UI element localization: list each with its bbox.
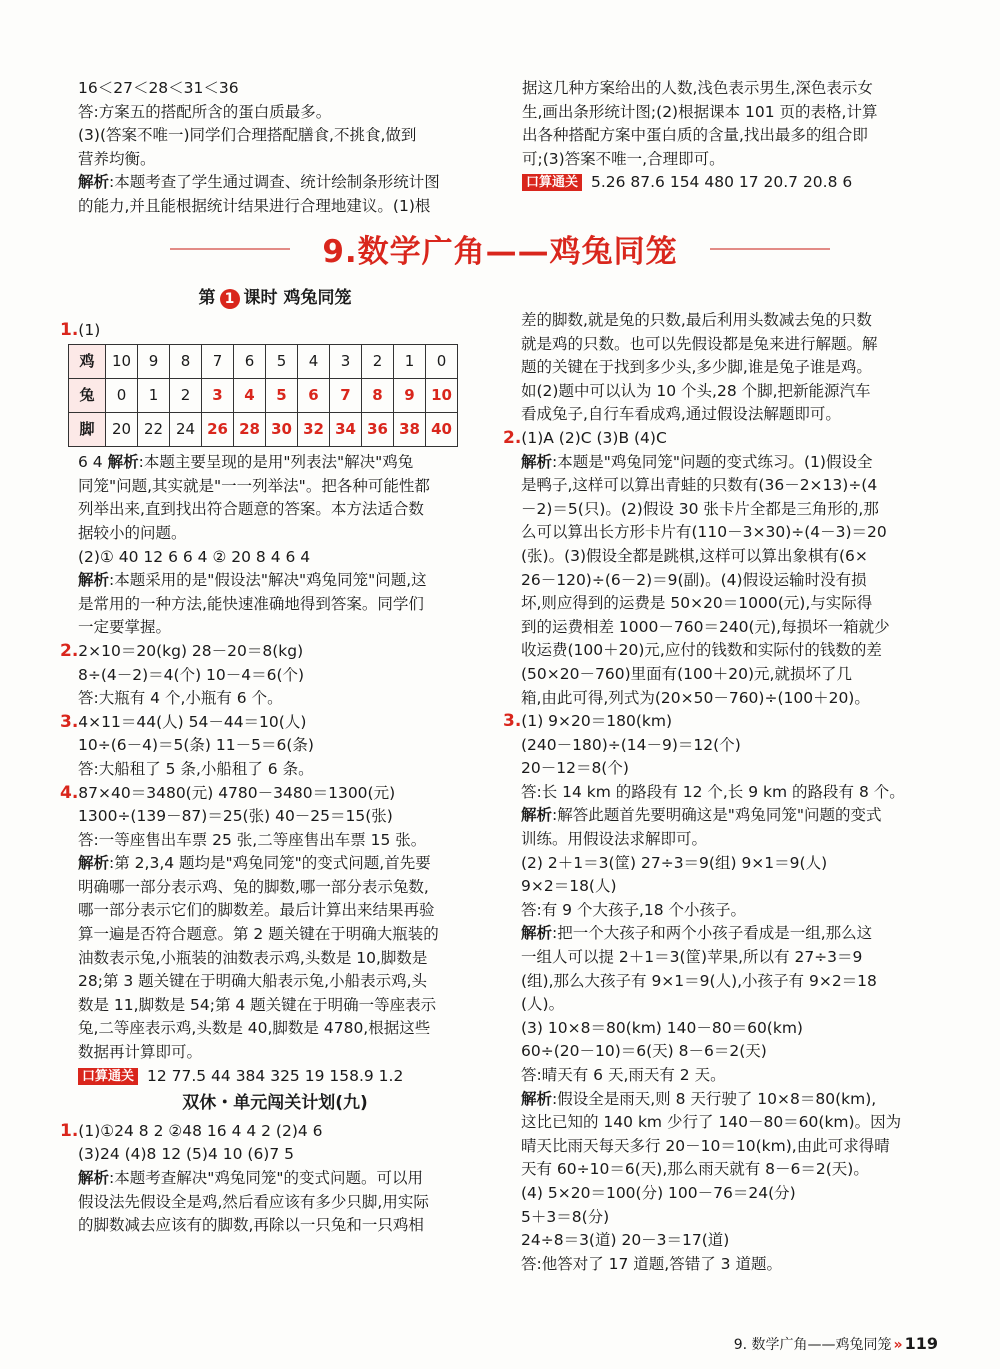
- text-line: 差的脚数,就是兔的只数,最后利用头数减去兔的只数: [521, 311, 872, 329]
- top-left-column: [78, 77, 488, 219]
- analysis-label: 解析: [521, 1089, 553, 1108]
- table-cell: 38: [394, 413, 426, 447]
- text-line: 答:方案五的搭配所含的蛋白质最多。: [78, 102, 332, 121]
- question-number: 4.: [60, 782, 79, 803]
- text-line: 答:长 14 km 的路段有 12 个,长 9 km 的路段有 8 个。: [521, 782, 905, 801]
- text-line: 数据再计算即可。: [78, 1043, 203, 1062]
- text-line: 28;第 3 题关键在于明确大船表示兔,小船表示鸡,头: [78, 972, 428, 991]
- text-line: 答:一等座售出车票 25 张,二等座售出车票 15 张。: [78, 830, 427, 849]
- text-line: 这比已知的 140 km 少行了 140－80＝60(km)。因为: [521, 1113, 902, 1132]
- table-cell: 6: [234, 345, 266, 379]
- text-line: 到的运费相差 1000－760＝240(元),每损坏一箱就少: [521, 617, 890, 636]
- table-cell: 30: [266, 413, 298, 447]
- text-line: (2) 2＋1＝3(筐) 27÷3＝9(组) 9×1＝9(人): [521, 853, 828, 872]
- page-number: 119: [904, 1334, 938, 1353]
- lesson-prefix: 第: [198, 288, 216, 308]
- analysis-label: 解析: [78, 854, 110, 873]
- analysis-label: 解析: [521, 806, 553, 825]
- table-cell: 6: [298, 379, 330, 413]
- analysis-label: 解析: [521, 924, 553, 943]
- table-cell: 3: [330, 345, 362, 379]
- analysis-label: 解析: [78, 173, 110, 192]
- text-line: －2)＝5(只)。(2)假设 30 张卡片全都是三角形的,那: [521, 499, 879, 518]
- text: 2×10＝20(kg) 28－20＝8(kg): [78, 641, 304, 660]
- kousuan-line: [522, 171, 932, 195]
- text-line: (50×20－760)里面有(100＋20)元,就损坏了几: [521, 664, 852, 683]
- text-line: 箱,由此可得,列式为(20×50－760)÷(100＋20)。: [521, 688, 870, 707]
- table-row: [69, 379, 458, 413]
- text-line: 天有 60÷10＝6(天),那么雨天就有 8－6＝2(天)。: [521, 1160, 869, 1179]
- table-row: [69, 413, 458, 447]
- text-line: 据较小的问题。: [78, 523, 187, 542]
- text-line: 兔,二等座表示鸡,头数是 40,脚数是 4780,根据这些: [78, 1019, 431, 1038]
- table-cell: 2: [362, 345, 394, 379]
- text: 6 4: [78, 453, 108, 472]
- analysis-line: [503, 1088, 940, 1112]
- text: :本题考查解决"鸡兔同笼"的变式问题。可以用: [109, 1169, 423, 1187]
- table-cell: 8: [362, 379, 394, 413]
- text-line: 一组人可以提 2＋1＝3(筐)苹果,所以有 27÷3＝9: [521, 948, 863, 967]
- table-cell: 8: [170, 345, 202, 379]
- left-column: [60, 288, 490, 1238]
- analysis-label: 解析: [78, 1169, 110, 1187]
- table-cell: 34: [330, 413, 362, 447]
- table-cell: 1: [394, 345, 426, 379]
- text: :解答此题首先要明确这是"鸡兔同笼"问题的变式: [552, 806, 882, 825]
- table-cell: 10: [106, 345, 138, 379]
- text-line: 坏,则应得到的运费是 50×20＝1000(元),与实际得: [521, 594, 873, 613]
- table-cell: 5: [266, 379, 298, 413]
- analysis-line: [60, 852, 490, 876]
- text: :本题考查了学生通过调查、统计绘制条形统计图: [109, 173, 440, 192]
- text-line: (组),那么大孩子有 9×1＝9(人),小孩子有 9×2＝18: [521, 971, 877, 990]
- text: :假设全是雨天,则 8 天行驶了 10×8＝80(km),: [552, 1089, 877, 1108]
- table-cell: 24: [170, 413, 202, 447]
- table-cell: 2: [170, 379, 202, 413]
- text-line: 答:大船租了 5 条,小船租了 6 条。: [78, 759, 314, 778]
- text-line: 晴天比雨天每天多行 20－10＝10(km),由此可求得晴: [521, 1136, 890, 1155]
- text-line: 假设法先假设全是鸡,然后看应该有多少只脚,用实际: [78, 1192, 429, 1211]
- question-number: 3.: [503, 711, 522, 732]
- text-line: 是鸭子,这样可以算出青蛙的只数有(36－2×13)÷(4: [521, 476, 878, 495]
- text: (1) 9×20＝180(km): [521, 712, 673, 731]
- text: :本题采用的是"假设法"解决"鸡兔同笼"问题,这: [109, 571, 427, 590]
- text-line: 26－120)÷(6－2)＝9(副)。(4)假设运输时没有损: [521, 570, 867, 589]
- page-footer: [734, 1334, 938, 1355]
- text: (1)A (2)C (3)B (4)C: [521, 428, 667, 447]
- text-line: (人)。: [521, 995, 565, 1014]
- analysis-line: [60, 569, 490, 593]
- text: :本题主要呈现的是用"列表法"解决"鸡兔: [138, 453, 414, 472]
- table-cell: 26: [202, 413, 234, 447]
- chapter-title: 9.数学广角——鸡兔同笼: [0, 226, 1000, 270]
- analysis-label: 解析: [78, 571, 110, 590]
- text-line: 16＜27＜28＜31＜36: [78, 79, 239, 97]
- text-line: 同笼"问题,其实就是"一一列举法"。把各种可能性都: [78, 476, 430, 495]
- analysis-label: 解析: [521, 452, 553, 471]
- text-line: (3)24 (4)8 12 (5)4 10 (6)7 5: [78, 1145, 295, 1164]
- text-line: 答:晴天有 6 天,雨天有 2 天。: [521, 1066, 726, 1084]
- table-cell: 40: [426, 413, 458, 447]
- table-cell: 9: [138, 345, 170, 379]
- analysis-label: 解析: [107, 453, 139, 472]
- text-line: 答:大瓶有 4 个,小瓶有 6 个。: [78, 689, 283, 708]
- text-line: 可;(3)答案不唯一,合理即可。: [522, 149, 725, 168]
- text-line: 算一遍是否符合题意。第 2 题关键在于明确大瓶装的: [78, 925, 439, 944]
- table-cell: 4: [298, 345, 330, 379]
- text-line: 列举出来,直到找出符合题意的答案。本方法适合数: [78, 500, 424, 519]
- table-cell: 1: [138, 379, 170, 413]
- chicken-rabbit-table: [68, 344, 458, 447]
- table-cell: 5: [266, 345, 298, 379]
- text-line: 训练。用假设法求解即可。: [521, 830, 708, 849]
- kousuan-tag: 口算通关: [78, 1068, 138, 1085]
- lesson-heading: [60, 287, 490, 311]
- text-line: 1300÷(139－87)＝25(张) 40－25＝15(张): [78, 807, 393, 826]
- text-line: 60÷(20－10)＝6(天) 8－6＝2(天): [521, 1042, 767, 1061]
- table-cell: 22: [138, 413, 170, 447]
- text: :本题是"鸡兔同笼"问题的变式练习。(1)假设全: [552, 452, 873, 471]
- top-right-column: [522, 77, 932, 195]
- text: 87×40＝3480(元) 4780－3480＝1300(元): [78, 783, 396, 802]
- unit-heading: 双休・单元闯关计划(九): [182, 1093, 368, 1114]
- text-line: (2)① 40 12 6 6 4 ② 20 8 4 6 4: [78, 547, 311, 566]
- footer-chapter: 9. 数学广角——鸡兔同笼: [733, 1337, 892, 1353]
- text: :把一个大孩子和两个小孩子看成是一组,那么这: [552, 924, 873, 943]
- table-row: [69, 345, 458, 379]
- text-line: 收运费(100＋20)元,应付的钱数和实际付的钱数的差: [521, 641, 882, 660]
- table-cell: 20: [106, 413, 138, 447]
- analysis-line: [60, 451, 490, 475]
- lesson-number: 1: [220, 289, 240, 309]
- question-number: 1.: [60, 319, 79, 340]
- text-line: (张)。(3)假设全都是跳棋,这样可以算出象棋有(6×: [521, 546, 868, 565]
- table-cell: 10: [426, 379, 458, 413]
- text-line: 就是鸡的只数。也可以先假设都是兔来进行解题。解: [521, 334, 878, 353]
- text: :第 2,3,4 题均是"鸡兔同笼"的变式问题,首先要: [109, 854, 431, 873]
- text-line: 9×2＝18(人): [521, 877, 617, 896]
- text: (1)①24 8 2 ②48 16 4 4 2 (2)4 6: [78, 1121, 323, 1140]
- lesson-title: 课时 鸡兔同笼: [243, 288, 352, 308]
- question-number: 2.: [503, 427, 522, 448]
- text-line: 题的关键在于找到多少头,多少脚,谁是兔子谁是鸡。: [521, 358, 872, 377]
- table-cell: 0: [106, 379, 138, 413]
- text-line: 8÷(4－2)＝4(个) 10－4＝6(个): [78, 665, 305, 684]
- text-line: 是常用的一种方法,能快速准确地得到答案。同学们: [78, 594, 424, 613]
- text-line: (3)(答案不唯一)同学们合理搭配膳食,不挑食,做到: [78, 126, 417, 145]
- kousuan-answers: 5.26 87.6 154 480 17 20.7 20.8 6: [590, 173, 853, 192]
- text: (1): [78, 320, 101, 339]
- text-line: 么可以算出长方形卡片有(110－3×30)÷(4－3)＝20: [521, 523, 887, 542]
- right-column: [503, 309, 940, 1276]
- table-cell: 32: [298, 413, 330, 447]
- text-line: 生,画出条形统计图;(2)根据课本 101 页的表格,计算: [522, 102, 878, 121]
- text: 4×11＝44(人) 54－44＝10(人): [78, 712, 307, 731]
- analysis-line: [78, 171, 488, 195]
- text-line: 24÷8＝3(道) 20－3＝17(道): [521, 1231, 730, 1250]
- analysis-line: [503, 451, 940, 475]
- text-line: 10÷(6－4)＝5(条) 11－5＝6(条): [78, 736, 314, 755]
- text-line: 答:他答对了 17 道题,答错了 3 道题。: [521, 1254, 782, 1273]
- text-line: 20－12＝8(个): [521, 759, 629, 778]
- text-line: 如(2)题中可以认为 10 个头,28 个脚,把新能源汽车: [521, 381, 871, 400]
- text-line: (4) 5×20＝100(分) 100－76＝24(分): [521, 1183, 796, 1202]
- table-row-header: 鸡: [69, 345, 106, 379]
- table-cell: 0: [426, 345, 458, 379]
- kousuan-answers: 12 77.5 44 384 325 19 158.9 1.2: [146, 1066, 404, 1085]
- table-cell: 7: [202, 345, 234, 379]
- text-line: 油数表示兔,小瓶装的油数表示鸡,头数是 10,脚数是: [78, 948, 428, 967]
- table-cell: 9: [394, 379, 426, 413]
- text-line: 营养均衡。: [78, 149, 156, 168]
- kousuan-tag: 口算通关: [522, 174, 582, 191]
- table-row-header: 脚: [69, 413, 106, 447]
- text-line: 的能力,并且能根据统计结果进行合理地建议。(1)根: [78, 196, 431, 215]
- text-line: 数是 11,脚数是 54;第 4 题关键在于明确一等座表示: [78, 995, 437, 1014]
- table-cell: 28: [234, 413, 266, 447]
- question-number: 3.: [60, 711, 79, 732]
- table-cell: 4: [234, 379, 266, 413]
- table-cell: 36: [362, 413, 394, 447]
- table-cell: 7: [330, 379, 362, 413]
- text-line: (3) 10×8＝80(km) 140－80＝60(km): [521, 1018, 803, 1037]
- text-line: 看成兔子,自行车看成鸡,通过假设法解题即可。: [521, 405, 841, 424]
- double-arrow-icon: »: [893, 1337, 903, 1353]
- text-line: (240－180)÷(14－9)＝12(个): [521, 735, 741, 754]
- analysis-line: [503, 804, 940, 828]
- text-line: 哪一部分表示它们的脚数差。最后计算出来结果再验: [78, 901, 435, 920]
- text-line: 出各种搭配方案中蛋白质的含量,找出最多的组合即: [522, 126, 868, 145]
- text-line: 一定要掌握。: [78, 618, 172, 637]
- table-row-header: 兔: [69, 379, 106, 413]
- text-line: 的脚数减去应该有的脚数,再除以一只兔和一只鸡相: [78, 1216, 424, 1235]
- text-line: 明确哪一部分表示鸡、兔的脚数,哪一部分表示兔数,: [78, 877, 429, 896]
- question-number: 1.: [60, 1120, 79, 1141]
- question-number: 2.: [60, 640, 79, 661]
- analysis-line: [503, 922, 940, 946]
- text-line: 据这几种方案给出的人数,浅色表示男生,深色表示女: [522, 79, 873, 97]
- text-line: 5＋3＝8(分): [521, 1207, 610, 1226]
- table-cell: 3: [202, 379, 234, 413]
- kousuan-line: [60, 1065, 490, 1089]
- text-line: 答:有 9 个大孩子,18 个小孩子。: [521, 900, 747, 919]
- analysis-line: [60, 1167, 490, 1191]
